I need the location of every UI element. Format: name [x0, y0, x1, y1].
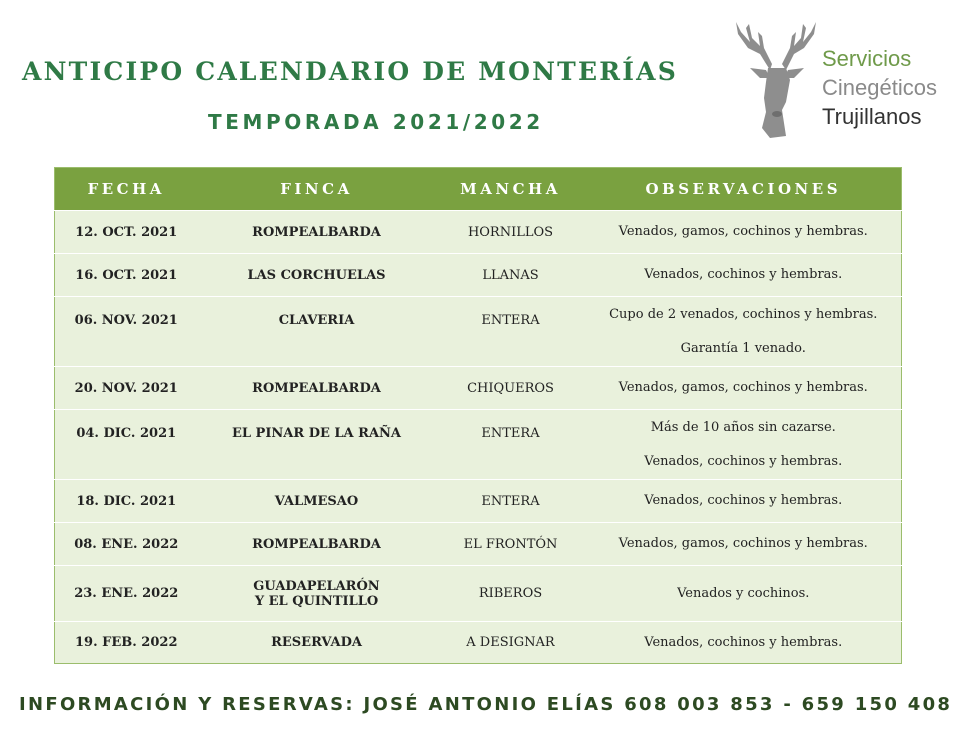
- cell-observaciones: Venados, cochinos y hembras.: [586, 480, 902, 523]
- cell-finca: LAS CORCHUELAS: [198, 254, 436, 297]
- table-row: [55, 367, 902, 410]
- cell-mancha: A DESIGNAR: [436, 622, 586, 664]
- cell-observaciones: [586, 410, 902, 480]
- finca-line-1: GUADAPELARÓN: [253, 578, 380, 594]
- table-row: [55, 523, 902, 566]
- logo-line-servicios: Servicios: [822, 46, 912, 71]
- cell-observaciones: Venados y cochinos.: [586, 566, 902, 622]
- observation-line-2: Venados, cochinos y hembras.: [644, 453, 843, 469]
- cell-mancha: EL FRONTÓN: [436, 523, 586, 566]
- cell-observaciones: Venados, gamos, cochinos y hembras.: [586, 367, 902, 410]
- cell-observaciones: [586, 297, 902, 367]
- cell-mancha: HORNILLOS: [436, 211, 586, 254]
- table-header-row: [55, 168, 902, 211]
- cell-fecha: 16. OCT. 2021: [55, 254, 198, 297]
- cell-finca: CLAVERIA: [198, 297, 436, 367]
- finca-line-2: Y EL QUINTILLO: [254, 593, 379, 609]
- observation-line-1: Cupo de 2 venados, cochinos y hembras.: [609, 306, 878, 322]
- column-header-observaciones: OBSERVACIONES: [586, 168, 902, 211]
- deer-head-icon: [730, 18, 822, 143]
- logo-line-cinegeticos: Cinegéticos: [822, 75, 937, 100]
- cell-fecha: 20. NOV. 2021: [55, 367, 198, 410]
- cell-fecha: 18. DIC. 2021: [55, 480, 198, 523]
- cell-fecha: 23. ENE. 2022: [55, 566, 198, 622]
- contact-footer: INFORMACIÓN Y RESERVAS: JOSÉ ANTONIO ELÍAS 608 003 853 - 659 150 408: [19, 694, 953, 715]
- cell-mancha: RIBEROS: [436, 566, 586, 622]
- table-row: [55, 211, 902, 254]
- cell-finca: ROMPEALBARDA: [198, 211, 436, 254]
- table-row: [55, 566, 902, 622]
- table-row: [55, 410, 902, 480]
- page-title: ANTICIPO CALENDARIO DE MONTERÍAS: [22, 57, 678, 86]
- cell-mancha: CHIQUEROS: [436, 367, 586, 410]
- cell-finca: EL PINAR DE LA RAÑA: [198, 410, 436, 480]
- cell-observaciones: Venados, gamos, cochinos y hembras.: [586, 523, 902, 566]
- cell-observaciones: Venados, cochinos y hembras.: [586, 254, 902, 297]
- logo-line-trujillanos: Trujillanos: [822, 104, 922, 129]
- cell-fecha: 06. NOV. 2021: [55, 297, 198, 367]
- column-header-finca: FINCA: [198, 168, 436, 211]
- hunting-calendar-table: [54, 167, 902, 664]
- cell-fecha: 19. FEB. 2022: [55, 622, 198, 664]
- table-row: [55, 622, 902, 664]
- cell-mancha: ENTERA: [436, 297, 586, 367]
- cell-observaciones: Venados, cochinos y hembras.: [586, 622, 902, 664]
- cell-finca: [198, 566, 436, 622]
- cell-mancha: ENTERA: [436, 480, 586, 523]
- observation-line-1: Más de 10 años sin cazarse.: [650, 419, 836, 435]
- cell-fecha: 12. OCT. 2021: [55, 211, 198, 254]
- cell-fecha: 04. DIC. 2021: [55, 410, 198, 480]
- company-logo: [730, 18, 950, 143]
- cell-mancha: LLANAS: [436, 254, 586, 297]
- cell-finca: ROMPEALBARDA: [198, 367, 436, 410]
- cell-fecha: 08. ENE. 2022: [55, 523, 198, 566]
- column-header-fecha: FECHA: [55, 168, 198, 211]
- cell-mancha: ENTERA: [436, 410, 586, 480]
- cell-finca: RESERVADA: [198, 622, 436, 664]
- observation-line-2: Garantía 1 venado.: [680, 340, 806, 356]
- cell-observaciones: Venados, gamos, cochinos y hembras.: [586, 211, 902, 254]
- table-row: [55, 480, 902, 523]
- season-subtitle: TEMPORADA 2021/2022: [208, 110, 544, 134]
- cell-finca: ROMPEALBARDA: [198, 523, 436, 566]
- table-row: [55, 254, 902, 297]
- table-row: [55, 297, 902, 367]
- column-header-mancha: MANCHA: [436, 168, 586, 211]
- cell-finca: VALMESAO: [198, 480, 436, 523]
